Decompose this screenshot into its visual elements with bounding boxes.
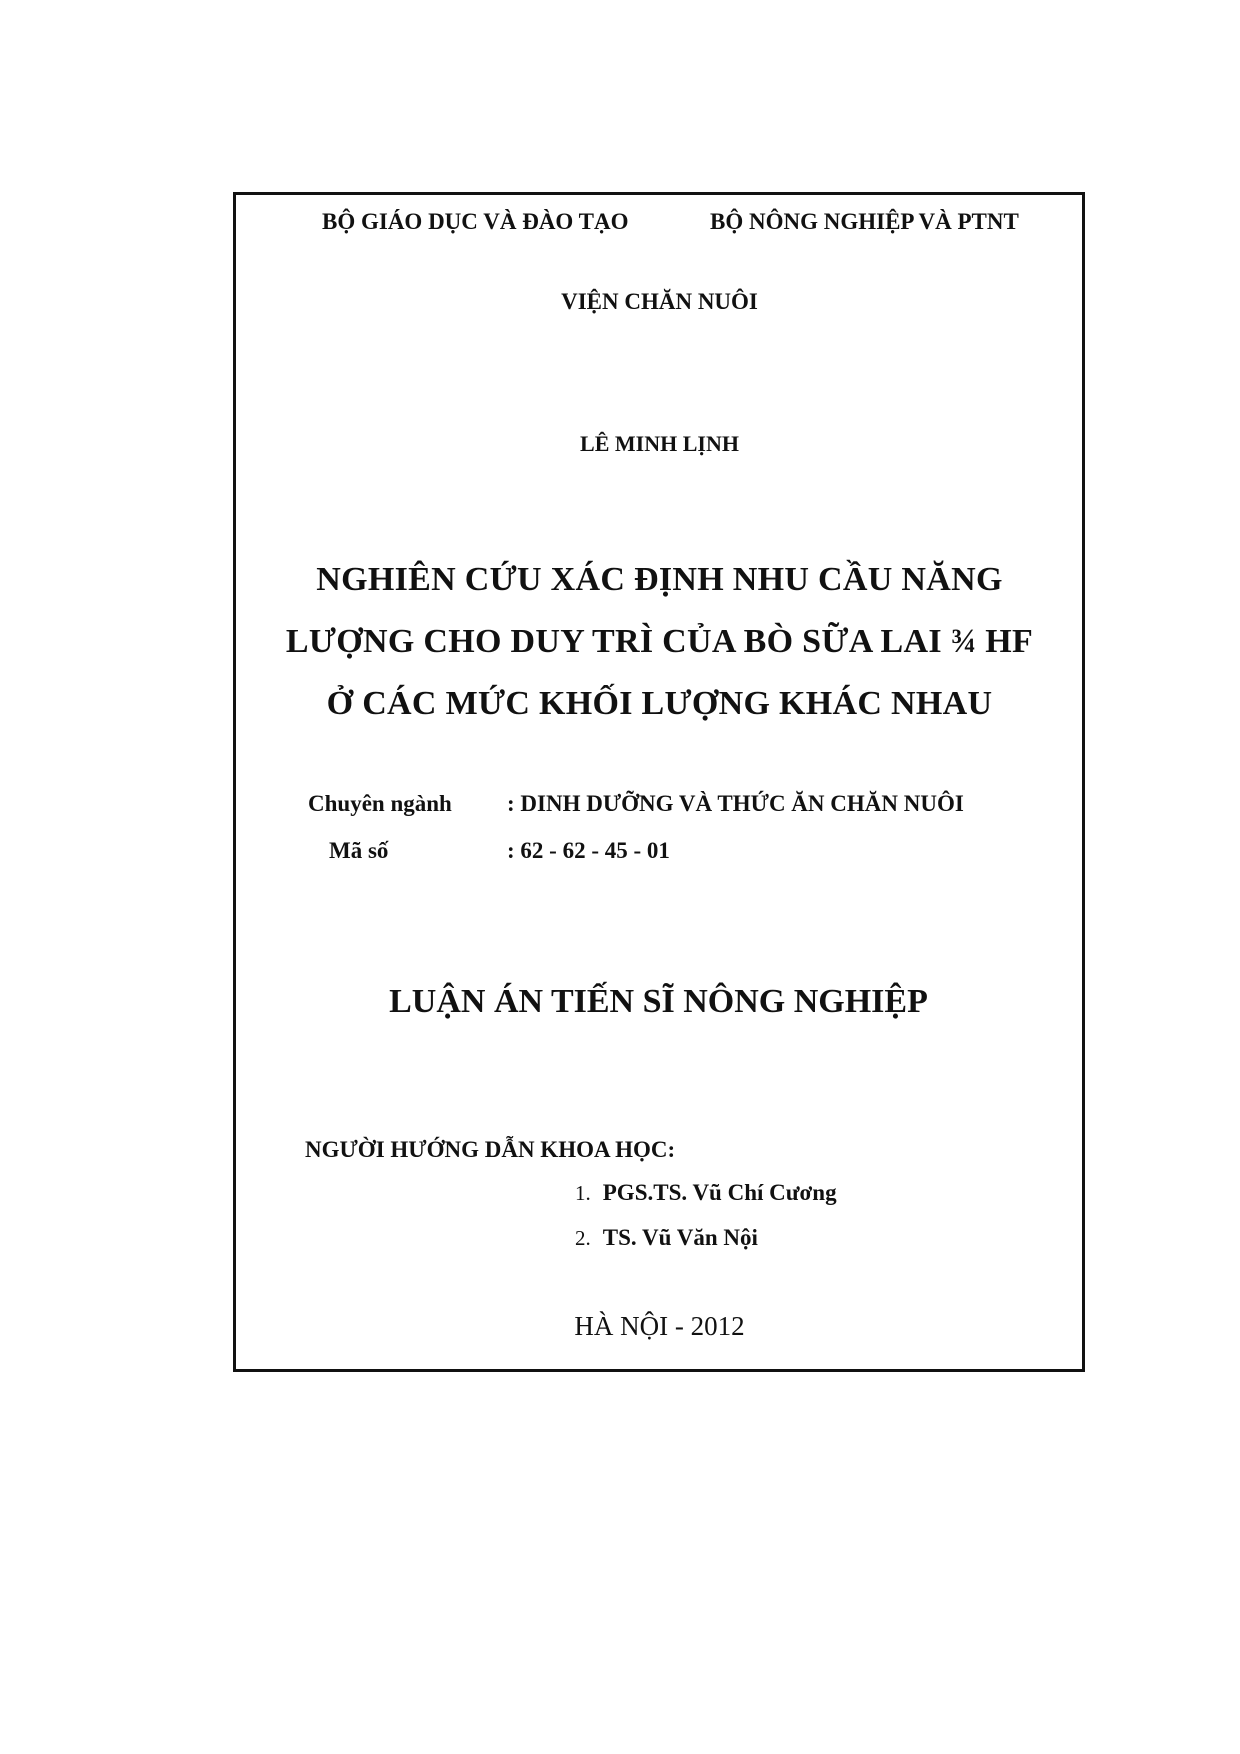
- thesis-title-line-2: LƯỢNG CHO DUY TRÌ CỦA BÒ SỮA LAI ¾ HF: [285, 623, 1034, 660]
- specialty-value: : DINH DƯỠNG VÀ THỨC ĂN CHĂN NUÔI: [507, 791, 964, 816]
- thesis-title-line-3: Ở CÁC MỨC KHỐI LƯỢNG KHÁC NHAU: [326, 685, 993, 722]
- supervisor-number: 1.: [575, 1181, 591, 1205]
- supervisors-heading: NGƯỜI HƯỚNG DẪN KHOA HỌC:: [305, 1137, 676, 1162]
- supervisor-name: PGS.TS. Vũ Chí Cương: [602, 1180, 837, 1205]
- ministry-agriculture: BỘ NÔNG NGHIỆP VÀ PTNT: [710, 209, 1019, 234]
- place-and-year: HÀ NỘI - 2012: [574, 1311, 745, 1341]
- supervisor-name: TS. Vũ Văn Nội: [602, 1225, 758, 1250]
- ministry-education: BỘ GIÁO DỤC VÀ ĐÀO TẠO: [322, 209, 629, 234]
- thesis-title-line-1: NGHIÊN CỨU XÁC ĐỊNH NHU CẦU NĂNG: [316, 561, 1003, 598]
- specialty-label: Chuyên ngành: [308, 791, 452, 816]
- supervisor-number: 2.: [575, 1226, 591, 1250]
- code-label: Mã số: [329, 838, 389, 863]
- supervisor-item: [575, 1226, 758, 1249]
- code-value: : 62 - 62 - 45 - 01: [507, 838, 670, 863]
- degree-title: LUẬN ÁN TIẾN SĨ NÔNG NGHIỆP: [389, 983, 928, 1020]
- institute-name: VIỆN CHĂN NUÔI: [561, 289, 758, 314]
- author-name: LÊ MINH LỊNH: [580, 431, 739, 456]
- supervisor-item: [575, 1181, 837, 1204]
